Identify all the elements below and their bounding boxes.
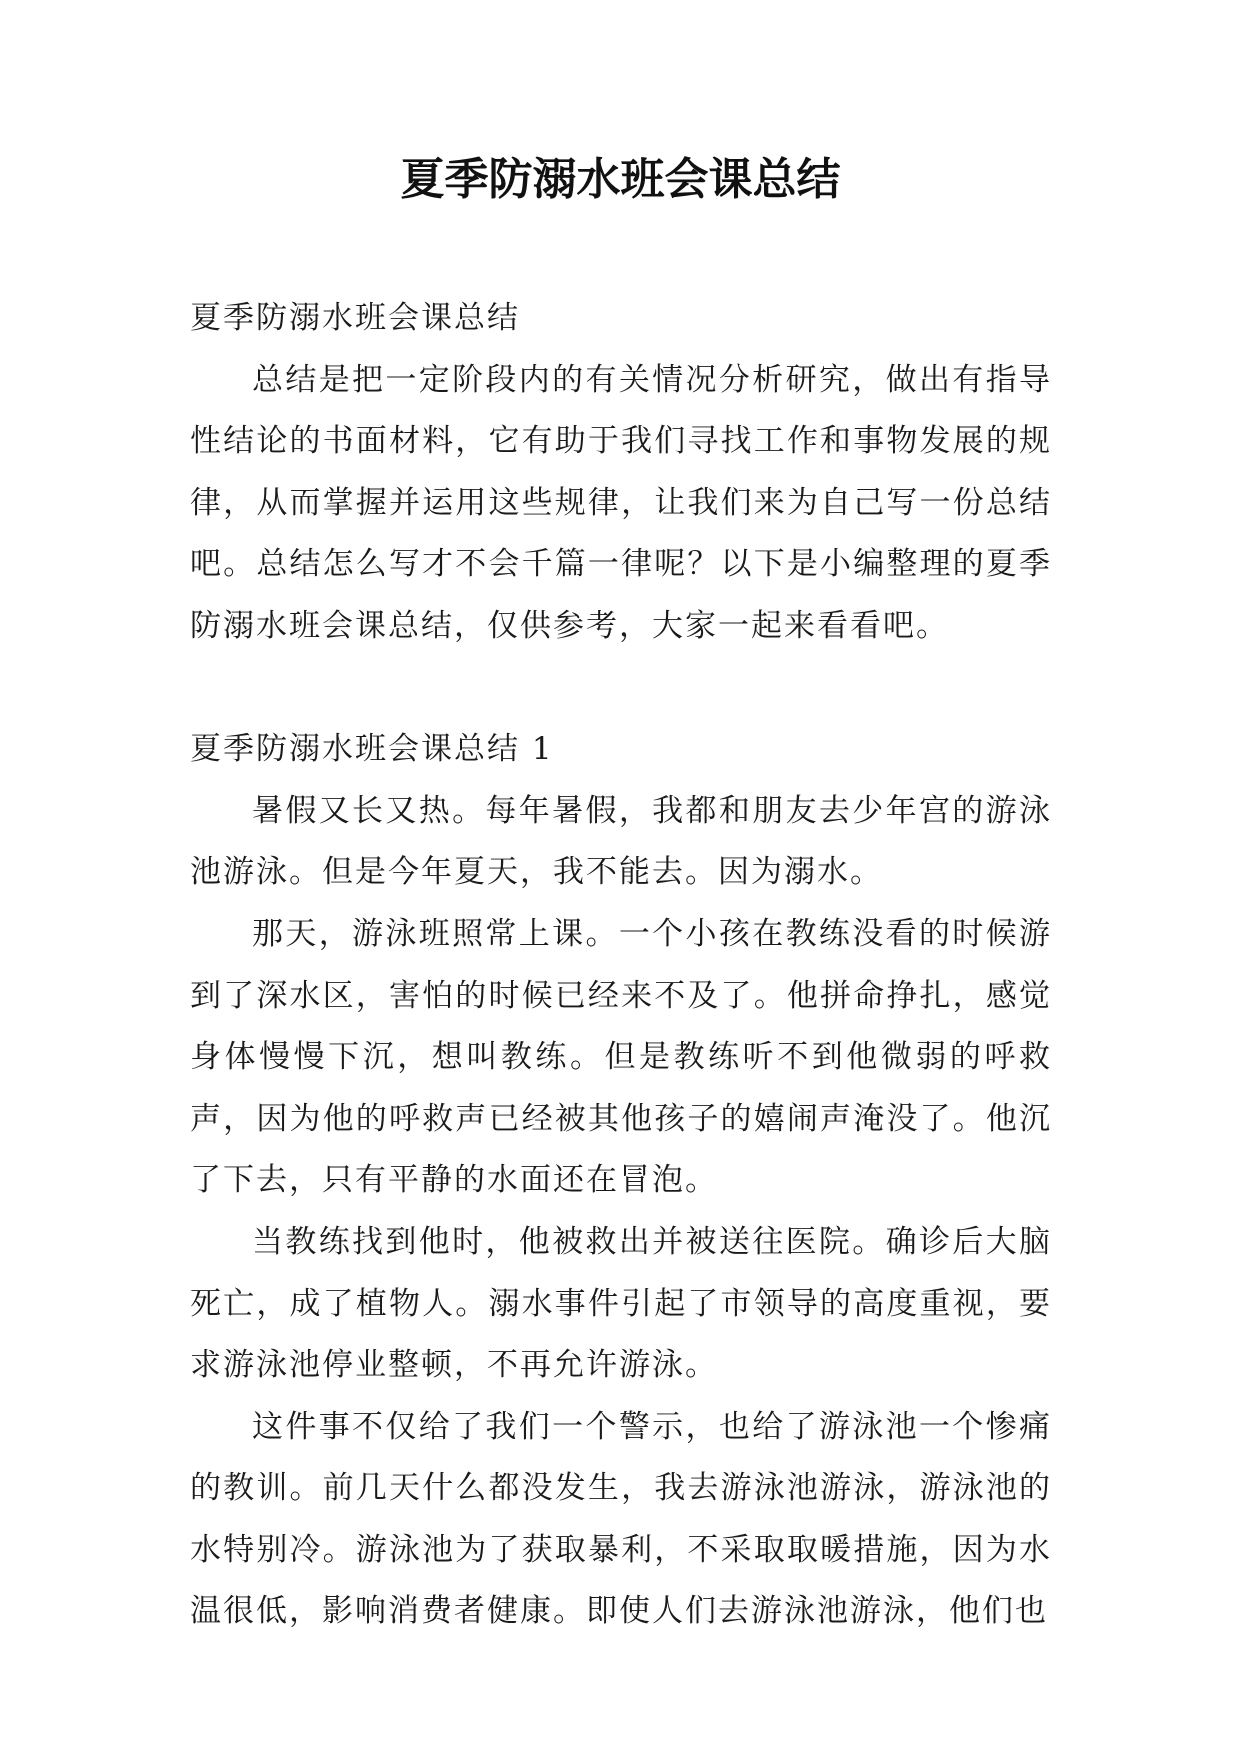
document-body [190,288,1052,1643]
section-spacer [190,658,1052,720]
section-heading: 夏季防溺水班会课总结 1 [190,731,554,768]
document-title: 夏季防溺水班会课总结 [400,154,841,205]
body-paragraph: 那天，游泳班照常上课。一个小孩在教练没看的时候游到了深水区，害怕的时候已经来不及了。他拼命挣扎，感觉身体慢慢下沉，想叫教练。但是教练听不到他微弱的呼救声，因为他的呼救声已经被其他孩子的嬉闹声淹没了。他沉了下去，只有平静的水面还在冒泡。 [190,915,1052,1199]
body-paragraph: 暑假又长又热。每年暑假，我都和朋友去少年宫的游泳池游泳。但是今年夏天，我不能去。因为溺水。 [190,792,1052,891]
body-paragraph: 这件事不仅给了我们一个警示，也给了游泳池一个惨痛的教训。前几天什么都没发生，我去游泳池游泳，游泳池的水特别冷。游泳池为了获取暴利，不采取取暖措施，因为水温很低，影响消费者健康。即使人们去游泳池游泳，他们也 [190,1408,1052,1630]
intro-paragraph: 总结是把一定阶段内的有关情况分析研究，做出有指导性结论的书面材料，它有助于我们寻找工作和事物发展的规律，从而掌握并运用这些规律，让我们来为自己写一份总结吧。总结怎么写才不会千篇一律呢？以下是小编整理的夏季防溺水班会课总结，仅供参考，大家一起来看看吧。 [190,361,1052,644]
intro-heading: 夏季防溺水班会课总结 [190,300,520,336]
body-paragraph: 当教练找到他时，他被救出并被送往医院。确诊后大脑死亡，成了植物人。溺水事件引起了市领导的高度重视，要求游泳池停业整顿，不再允许游泳。 [190,1223,1052,1384]
